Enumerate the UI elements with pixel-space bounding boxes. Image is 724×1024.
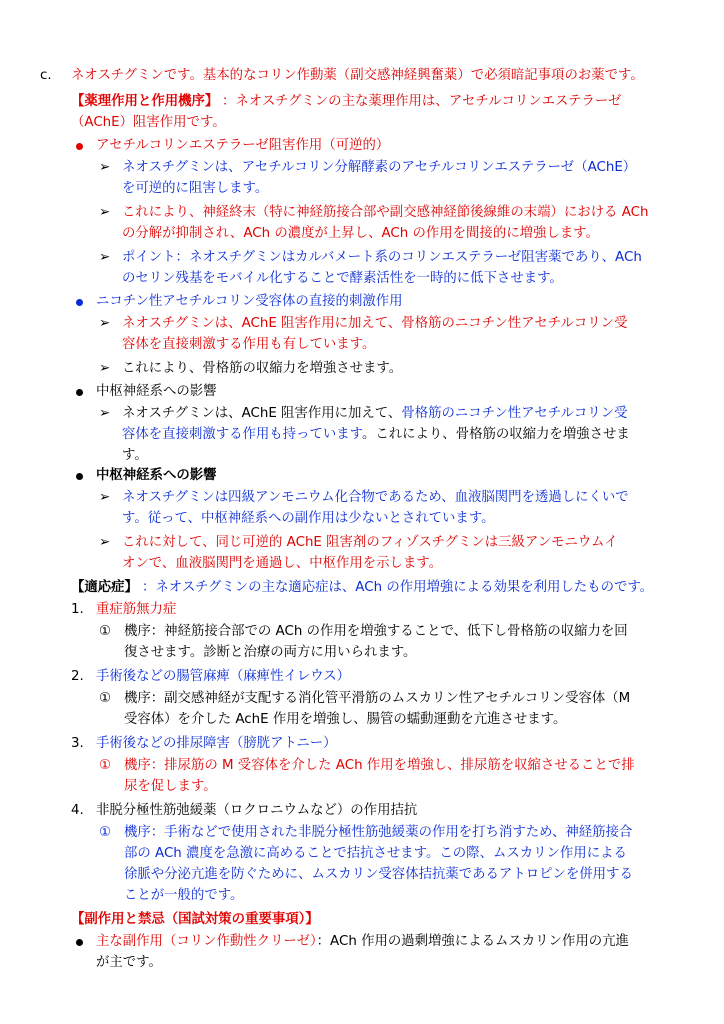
ind-3-line1: 機序：排尿筋の M 受容体を介した ACh 作用を増強し、排尿筋を収縮させることで排: [124, 758, 635, 773]
circled-number-icon: ①: [99, 691, 112, 706]
ind-1-line2: 復させます。診断と治療の両方に用いられます。: [124, 645, 417, 660]
intro-text: ネオスチグミンです。基本的なコリン作動薬（副交感神経興奮薬）で必須暗記事項のお薬です。: [71, 68, 644, 83]
b4-s1-line1: ネオスチグミンは四級アンモニウム化合物であるため、血液脳関門を透過しにくいで: [122, 490, 629, 505]
b4-title: 中枢神経系への影響: [96, 468, 217, 483]
ind-3-title: 手術後などの排尿障害（膀胱アトニー）: [96, 736, 337, 751]
arrowhead-bullet-icon: ➢: [99, 361, 111, 376]
b2-title: ニコチン性アセチルコリン受容体の直接的刺激作用: [96, 294, 403, 309]
ind-4-number: 4.: [71, 803, 84, 818]
b3-s1-part-a: ネオスチグミンは、AChE 阻害作用に加えて、: [122, 406, 402, 421]
indications-heading: 【適応症】: [71, 580, 138, 595]
ind-4-line2: 部の ACh 濃度を急激に高めることで拮抗させます。この際、ムスカリン作用による: [124, 846, 627, 861]
ind-3-line2: 尿を促します。: [124, 779, 217, 794]
side-effects-heading: 【副作用と禁忌（国試対策の重要事項）】: [71, 912, 319, 927]
arrowhead-bullet-icon: ➢: [99, 535, 111, 550]
b3-s1-part-c: 容体を直接刺激する作用も持っています: [122, 427, 362, 442]
ind-2-line1: 機序：副交感神経が支配する消化管平滑筋のムスカリン性アセチルコリン受容体（M: [124, 691, 631, 706]
b3-s1-line3: す。: [122, 448, 148, 463]
ind-4-line1: 機序：手術などで使用された非脱分極性筋弛緩薬の作用を打ち消すため、神経筋接合: [124, 825, 633, 840]
b1-s3-line1: ポイント：ネオスチグミンはカルバメート系のコリンエステラーゼ阻害薬であり、ACh: [122, 250, 642, 265]
b3-s1-line2: [122, 425, 630, 445]
circled-number-icon: ①: [99, 825, 112, 840]
b2-s1-line1: ネオスチグミンは、AChE 阻害作用に加えて、骨格筋のニコチン性アセチルコリン受: [122, 316, 628, 331]
arrowhead-bullet-icon: ➢: [99, 490, 111, 505]
b3-s1-part-d: 。これにより、骨格筋の収縮力を増強させま: [361, 427, 630, 442]
arrowhead-bullet-icon: ➢: [99, 406, 111, 421]
ind-2-title: 手術後などの腸管麻痺（麻痺性イレウス）: [96, 669, 351, 684]
arrowhead-bullet-icon: ➢: [99, 250, 111, 265]
ind-1-number: 1.: [71, 602, 84, 617]
ind-1-title: 重症筋無力症: [96, 602, 177, 617]
circled-number-icon: ①: [99, 624, 112, 639]
b3-s1-part-b: 骨格筋のニコチン性アセチルコリン受: [401, 406, 628, 421]
b3-s1-line1: [122, 404, 627, 424]
se-1-line2: が主です。: [96, 955, 162, 970]
arrowhead-bullet-icon: ➢: [99, 316, 111, 331]
b4-s2-line1: これに対して、同じ可逆的 AChE 阻害剤のフィゾスチグミンは三級アンモニウムイ: [122, 535, 618, 550]
moa-text-1: ：ネオスチグミンの主な薬理作用は、アセチルコリンエステラーゼ: [222, 94, 622, 109]
ind-4-line3: 徐脈や分泌亢進を防ぐために、ムスカリン受容体拮抗薬であるアトロピンを併用する: [124, 867, 633, 882]
indications-text: ：ネオスチグミンの主な適応症は、ACh の作用増強による効果を利用したものです。: [142, 580, 654, 595]
se-1-label: 主な副作用（コリン作動性クリーゼ）: [96, 934, 317, 949]
b3-title: 中枢神経系への影響: [96, 384, 217, 399]
ind-2-line2: 受容体）を介した AchE 作用を増強し、腸管の蠕動運動を亢進させます。: [124, 712, 567, 727]
black-bullet-icon: [76, 473, 83, 480]
ind-1-line1: 機序：神経筋接合部での ACh の作用を増強することで、低下し骨格筋の収縮力を回: [124, 624, 628, 639]
b1-s2-line2: の分解が抑制され、ACh の濃度が上昇し、ACh の作用を間接的に増強します。: [122, 226, 599, 241]
ind-3-number: 3.: [71, 736, 84, 751]
se-1-line1: [96, 932, 629, 952]
b4-s2-line2: オンで、血液脳関門を通過し、中枢作用を示します。: [122, 556, 443, 571]
black-bullet-icon: [76, 389, 83, 396]
b1-s3-line2: のセリン残基をモバイル化することで酵素活性を一時的に低下させます。: [122, 271, 563, 286]
b1-s1-line1: ネオスチグミンは、アセチルコリン分解酵素のアセチルコリンエステラーゼ（AChE）: [122, 160, 637, 175]
b4-s1-line2: す。従って、中枢神経系への副作用は少ないとされています。: [122, 511, 495, 526]
circled-number-icon: ①: [99, 758, 112, 773]
b2-s2-line1: これにより、骨格筋の収縮力を増強させます。: [122, 361, 403, 376]
b1-title: アセチルコリンエステラーゼ阻害作用（可逆的）: [96, 138, 390, 153]
b2-s1-line2: 容体を直接刺激する作用も有しています。: [122, 337, 376, 352]
red-bullet-icon: [76, 143, 83, 150]
ind-2-number: 2.: [71, 669, 84, 684]
b1-s2-line1: これにより、神経終末（特に神経筋接合部や副交感神経節後線維の末端）における ACh: [122, 205, 649, 220]
moa-text-2: （AChE）阻害作用です。: [71, 115, 226, 130]
black-bullet-icon: [76, 939, 83, 946]
arrowhead-bullet-icon: ➢: [99, 160, 111, 175]
item-marker: c.: [40, 68, 52, 83]
b1-s1-line2: を可逆的に阻害します。: [122, 181, 269, 196]
ind-4-line4: ことが一般的です。: [124, 888, 244, 903]
se-1-text: ：ACh 作用の過剰増強によるムスカリン作用の亢進: [316, 934, 629, 949]
arrowhead-bullet-icon: ➢: [99, 205, 111, 220]
blue-bullet-icon: [76, 299, 83, 306]
ind-4-title: 非脱分極性筋弛緩薬（ロクロニウムなど）の作用拮抗: [96, 803, 418, 818]
moa-heading: 【薬理作用と作用機序】: [71, 94, 219, 109]
